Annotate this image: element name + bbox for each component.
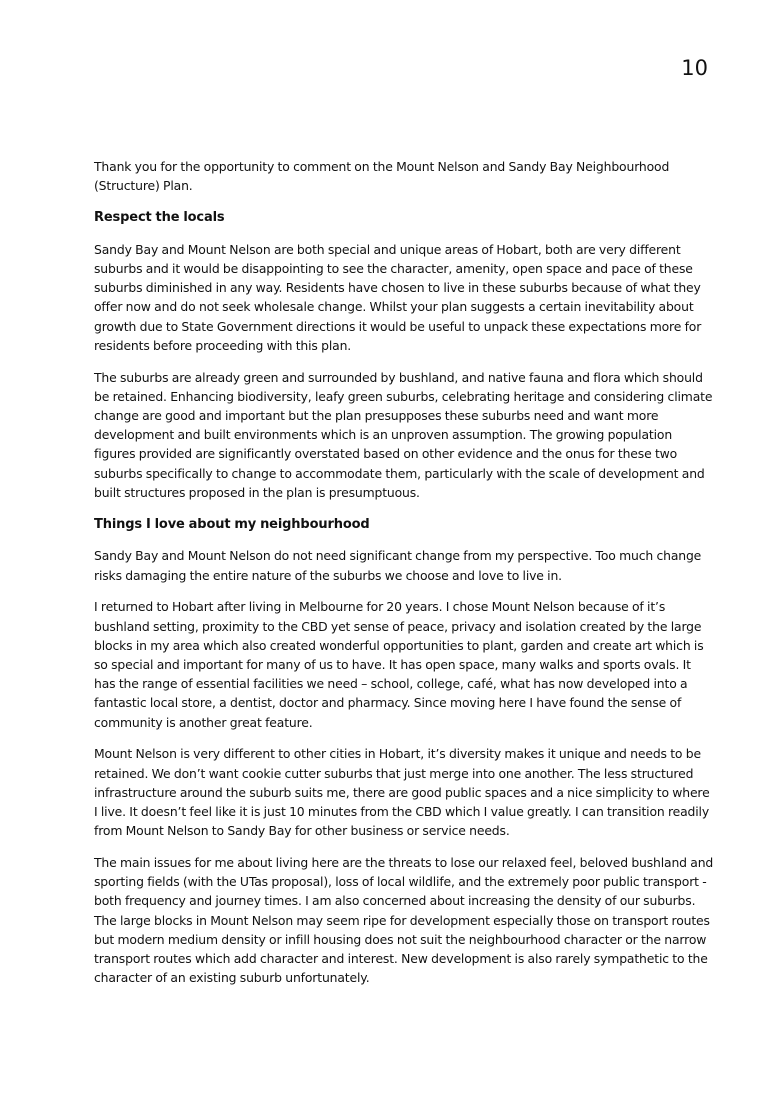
paragraph: The suburbs are already green and surrounded by bushland, and native fauna and flora which should be retained. Enhancing biodiversity, leafy green suburbs, celebrating heritage and considering climate change are good and important but the plan presupposes these suburbs need and want more development and built environments which is an unproven assumption. The growing population figures provided are significantly overstated based on other evidence and the onus for these two suburbs specifically to change to accommodate them, particularly with the scale of development and built structures proposed in the plan is presumptuous. <box>94 369 713 500</box>
paragraph: Sandy Bay and Mount Nelson do not need significant change from my perspective. Too much change risks damaging the entire nature of the suburbs we choose and love to live in. <box>94 548 702 583</box>
paragraph: Sandy Bay and Mount Nelson are both special and unique areas of Hobart, both are very different suburbs and it would be disappointing to see the character, amenity, open space and pace of these suburbs diminished in any way. Residents have chosen to live in these suburbs because of what they offer now and do not seek wholesale change. Whilst your plan suggests a certain inevitability about growth due to State Government directions it would be useful to unpack these expectations more for residents before proceeding with this plan. <box>94 241 702 353</box>
document-body <box>94 157 722 1000</box>
page-number: 10 <box>681 56 708 80</box>
paragraph: I returned to Hobart after living in Melbourne for 20 years. I chose Mount Nelson because of it’s bushland setting, proximity to the CBD yet sense of peace, privacy and isolation created by the large blocks in my area which also created wonderful opportunities to plant, garden and create art which is so special and important for many of us to have. It has open space, many walks and sports ovals. It has the range of essential facilities we need – school, college, café, what has now developed into a fantastic local store, a dentist, doctor and pharmacy. Since moving here I have found the sense of community is another great feature. <box>94 599 704 730</box>
paragraph: The main issues for me about living here are the threats to lose our relaxed feel, beloved bushland and sporting fields (with the UTas proposal), loss of local wildlife, and the extremely poor public transport - both frequency and journey times. I am also concerned about increasing the density of our suburbs. The large blocks in Mount Nelson may seem ripe for development especially those on transport routes but modern medium density or infill housing does not suit the neighbourhood character or the narrow transport routes which add character and interest. New development is also rarely sympathetic to the character of an existing suburb unfortunately. <box>94 855 714 986</box>
intro-paragraph: Thank you for the opportunity to comment on the Mount Nelson and Sandy Bay Neighbourhood (Structure) Plan. <box>94 159 670 194</box>
section-heading-things-i-love: Things I love about my neighbourhood <box>94 516 370 532</box>
section-heading-respect-the-locals: Respect the locals <box>94 210 225 225</box>
paragraph: Mount Nelson is very different to other cities in Hobart, it’s diversity makes it unique and needs to be retained. We don’t want cookie cutter suburbs that just merge into one another. The less structured infrastructure around the suburb suits me, there are good public spaces and a nice simplicity to where I live. It doesn’t feel like it is just 10 minutes from the CBD which I value greatly. I can transition readily from Mount Nelson to Sandy Bay for other business or service needs. <box>94 746 710 839</box>
